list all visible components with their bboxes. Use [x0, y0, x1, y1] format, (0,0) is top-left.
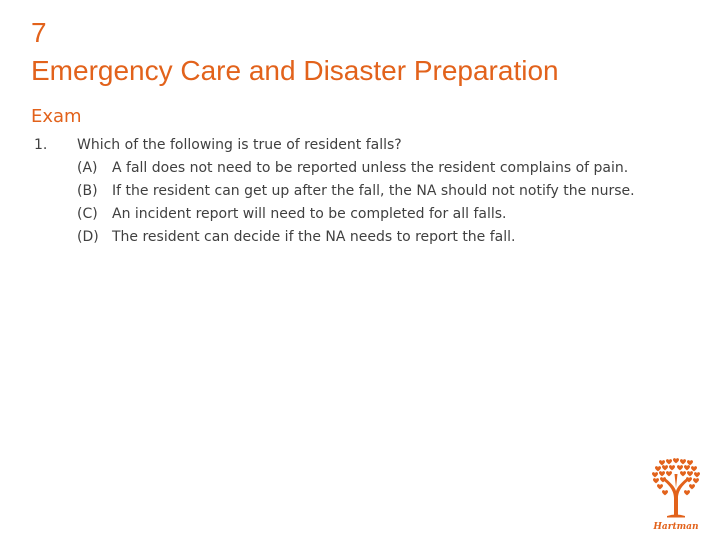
- option-letter: (C): [77, 206, 98, 222]
- option-c: [77, 206, 677, 222]
- heart-tree-icon: [648, 458, 704, 532]
- question-number: 1.: [34, 137, 48, 153]
- option-text: A fall does not need to be reported unless the resident complains of pain.: [112, 160, 629, 176]
- hartman-logo: [648, 458, 704, 532]
- option-text: If the resident can get up after the fall, the NA should not notify the nurse.: [112, 183, 635, 199]
- option-b: [77, 183, 677, 199]
- question-stem: Which of the following is true of resident falls?: [77, 137, 402, 153]
- option-text: The resident can decide if the NA needs to report the fall.: [112, 229, 516, 245]
- logo-text: Hartman: [653, 522, 699, 532]
- chapter-number: 7: [31, 17, 47, 48]
- answer-options: [77, 160, 677, 252]
- option-letter: (B): [77, 183, 98, 199]
- option-letter: (D): [77, 229, 99, 245]
- chapter-title: Emergency Care and Disaster Preparation: [31, 55, 559, 86]
- option-text: An incident report will need to be completed for all falls.: [112, 206, 507, 222]
- option-a: [77, 160, 677, 176]
- option-letter: (A): [77, 160, 98, 176]
- section-label: Exam: [31, 106, 82, 127]
- option-d: [77, 229, 677, 245]
